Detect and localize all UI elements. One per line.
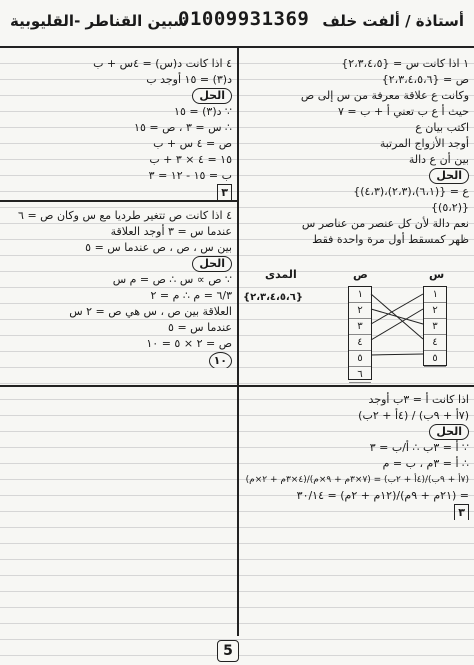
q4-line-1: اذا كانت أ = ٣ب أوجد xyxy=(368,393,469,406)
question-2 xyxy=(243,56,469,248)
set-y-item: ٢ xyxy=(349,303,371,319)
q2-line-3: وكانت ع علاقة معرفة من س إلى ص xyxy=(300,89,469,102)
q2-step-2: {(٥،٢)} xyxy=(431,201,469,214)
arrow-diagram xyxy=(243,268,469,380)
q2-line-5: اكتب بيان ع xyxy=(415,121,469,134)
q3-answer: ١٠ xyxy=(209,352,232,368)
q1-step-1: ∵ د(٣) = ١٥ xyxy=(174,105,232,118)
set-x-item: ١ xyxy=(424,287,446,303)
solution-label: الحل xyxy=(192,256,232,272)
q4-step-3: (٧أ + ٩ب)/(٤أ + ٢ب) = (٧×٣م + ٩×م)/(٤×٣م + ٢×م) xyxy=(245,475,469,485)
q4-step-4: = (٢١م + ٩م)/(١٢م + ٢م) = ٣٠/١٤ xyxy=(296,489,469,502)
q3-step-1: ∵ ص ∝ س ∴ ص = م س xyxy=(112,273,232,286)
teacher-name: أستاذة / ألفت خلف xyxy=(322,12,464,30)
q1-step-5: ب = ١٥ - ١٢ = ٣ xyxy=(148,169,232,182)
set-x-item: ٥ xyxy=(424,351,446,367)
question-3 xyxy=(6,208,232,368)
location-text: شبين القناطر -القليوبية xyxy=(10,12,189,30)
solution-label: الحل xyxy=(429,424,469,440)
q2-step-3: نعم دالة لأن كل عنصر من عناصر س xyxy=(301,217,469,230)
q3-line-1: ٤ اذا كانت ص تتغير طرديا مع س وكان ص = ٦ xyxy=(18,209,232,222)
set-x-item: ٢ xyxy=(424,303,446,319)
q3-step-4: عندما س = ٥ xyxy=(168,321,232,334)
set-x-label: س xyxy=(429,268,445,281)
q3-line-2: عندما س = ٣ أوجد العلاقة xyxy=(110,225,232,238)
q1-step-4: ١٥ = ٤ × ٣ + ب xyxy=(149,153,232,166)
row-divider-left-top xyxy=(0,200,237,202)
solution-label: الحل xyxy=(192,88,232,104)
q2-line-1: ١ اذا كانت س = {٢،٣،٤،٥} xyxy=(341,57,469,70)
solution-label: الحل xyxy=(429,168,469,184)
column-divider xyxy=(237,46,239,636)
range-value: {٢،٣،٤،٥،٦} xyxy=(243,292,303,303)
q2-line-7: بين أن ع دالة xyxy=(408,153,469,166)
q2-step-4: ظهر كمسقط أول مرة واحدة فقط xyxy=(312,233,469,246)
q3-step-5: ص = ٢ × ٥ = ١٠ xyxy=(146,337,232,350)
range-label: المدى xyxy=(265,268,297,281)
q1-answer: ٣ xyxy=(217,184,232,200)
q2-line-4: حيث أ ع ب تعني أ + ب = ٧ xyxy=(338,105,469,118)
q3-line-3: بين س ، ص ، ص عندما س = ٥ xyxy=(85,241,232,254)
q3-step-3: العلاقة بين ص ، س هي ص = ٢ س xyxy=(69,305,232,318)
q1-line-1: ٤ اذا كانت د(س) = ٤س + ب xyxy=(93,57,232,70)
q2-line-2: ص = {٢،٣،٤،٥،٦} xyxy=(381,73,469,86)
question-1 xyxy=(6,56,232,200)
row-divider-middle xyxy=(0,385,474,387)
q2-line-6: أوجد الأزواج المرتبة xyxy=(379,137,469,150)
set-x-item: ٤ xyxy=(424,335,446,351)
set-y-item: ١ xyxy=(349,287,371,303)
page-number: 5 xyxy=(217,640,239,662)
q4-line-2: (٧أ + ٩ب) / (٤أ + ٢ب) xyxy=(358,409,469,422)
set-y-item: ٤ xyxy=(349,335,371,351)
mapping-arrows xyxy=(243,268,469,380)
set-x-item: ٣ xyxy=(424,319,446,335)
q4-answer: ٣ xyxy=(454,504,469,520)
set-y-item: ٦ xyxy=(349,367,371,383)
q4-step-1: ∵ أ = ٣ب ∴ أ/ب = ٣ xyxy=(369,441,469,454)
q3-step-2: ٦/٣ = م ∴ م = ٢ xyxy=(150,289,232,302)
set-y-item: ٥ xyxy=(349,351,371,367)
q4-step-2: ∴ أ = ٣م ، ب = م xyxy=(382,457,469,470)
phone-number: 01009931369 xyxy=(178,8,310,30)
question-4 xyxy=(243,392,469,520)
page-header xyxy=(0,0,474,48)
q2-step-1: ع = {(٦،١)،(٢،٣)،(٤،٣)} xyxy=(353,185,469,198)
set-y-label: ص xyxy=(353,268,368,281)
q1-step-3: ص = ٤ س + ب xyxy=(153,137,232,150)
q1-step-2: ∴ س = ٣ ، ص = ١٥ xyxy=(134,121,232,134)
set-y-item: ٣ xyxy=(349,319,371,335)
q1-line-2: د(٣) = ١٥ أوجد ب xyxy=(146,73,232,86)
